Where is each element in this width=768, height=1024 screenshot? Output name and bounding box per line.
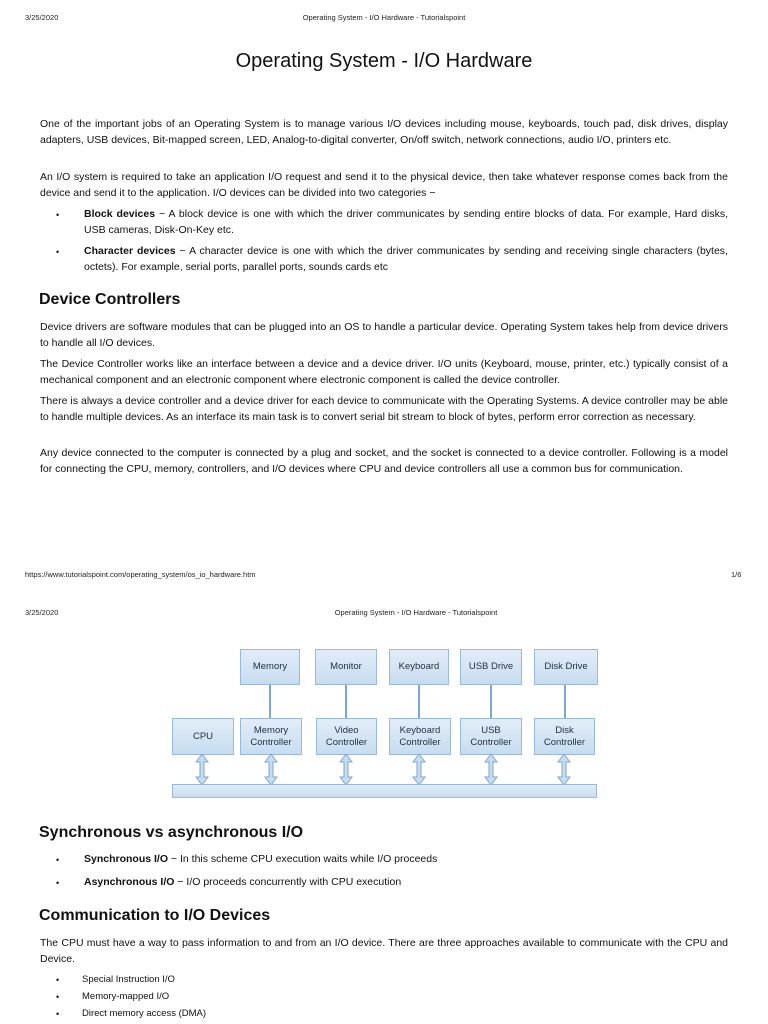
heading-communication-to-io-devices: Communication to I/O Devices [39, 907, 271, 924]
device-controllers-paragraph-3: There is always a device controller and a device driver for each device to communicate with the Operating Systems. A device controller may be able to handle multiple devices. As an interface its main task is to convert serial bit stream to block of bytes, perform error correction as necessary. [40, 395, 728, 423]
term-block-devices: Block devices [84, 208, 156, 220]
controller-box-usb: USB Controller [460, 718, 522, 755]
controller-box-memory: Memory Controller [240, 718, 302, 755]
heading-sync-vs-async: Synchronous vs asynchronous I/O [39, 824, 304, 841]
cpu-box: CPU [172, 718, 234, 755]
list-item-dma: Direct memory access (DMA) [82, 1008, 207, 1019]
bus-arrow-memory [264, 754, 278, 785]
bus-arrow-disk [557, 754, 571, 785]
bullet-icon: • [56, 975, 60, 985]
term-asynchronous-io: Asynchronous I/O [84, 876, 175, 888]
footer-page-number: 1/6 [731, 570, 742, 579]
list-item-asynchronous-io [84, 875, 728, 891]
controller-box-disk: Disk Controller [534, 718, 595, 755]
device-controllers-paragraph-4: Any device connected to the computer is connected by a plug and socket, and the socket is connected to a device controller. Following is a model for connecting the CPU, memory, controllers, and I/O devices where CPU and device controllers all use a common bus for communication. [40, 447, 728, 475]
bullet-icon: • [56, 210, 60, 220]
print-header-title: Operating System - I/O Hardware - Tutorialspoint [334, 608, 498, 617]
device-box-monitor: Monitor [315, 649, 377, 685]
controller-box-video: Video Controller [316, 718, 377, 755]
bus-arrow-video [339, 754, 353, 785]
controller-box-keyboard: Keyboard Controller [389, 718, 451, 755]
page-title: Operating System - I/O Hardware [235, 50, 533, 72]
term-character-devices: Character devices [84, 245, 176, 257]
bullet-icon: • [56, 1009, 60, 1019]
bus-arrow-keyboard [412, 754, 426, 785]
connector-line [418, 684, 420, 720]
bullet-icon: • [56, 247, 60, 257]
text-block-devices: − A block device is one with which the driver communicates by sending entire blocks of data. For example, Hard disks, USB cameras, Disk-On-Key etc. [84, 208, 728, 236]
bullet-icon: • [56, 992, 60, 1002]
bullet-icon: • [56, 855, 60, 865]
connector-line [345, 684, 347, 720]
intro-paragraph-2: An I/O system is required to take an application I/O request and send it to the physical device, then take whatever response comes back from the device and send it to the application. I/O devices can be divided into two categories − [40, 171, 728, 199]
print-header-date: 3/25/2020 [25, 13, 59, 22]
print-header-date: 3/25/2020 [25, 608, 59, 617]
connector-line [490, 684, 492, 720]
communication-paragraph: The CPU must have a way to pass information to and from an I/O device. There are three approaches available to communicate with the CPU and Device. [40, 937, 728, 965]
device-box-disk-drive: Disk Drive [534, 649, 598, 685]
list-item-special-instruction-io: Special Instruction I/O [82, 974, 175, 985]
device-controllers-paragraph-2: The Device Controller works like an interface between a device and a device driver. I/O units (Keyboard, mouse, printer, etc.) typically consist of a mechanical component and an electronic component where electronic component is called the device controller. [40, 358, 728, 386]
device-box-memory: Memory [240, 649, 300, 685]
bus-arrow-cpu [195, 754, 209, 785]
bullet-icon: • [56, 878, 60, 888]
intro-paragraph-1: One of the important jobs of an Operating System is to manage various I/O devices including mouse, keyboards, touch pad, disk drives, display adapters, USB devices, Bit-mapped screen, LED, Analog-to-digital converter, On/off switch, network connections, audio I/O, printers etc. [40, 118, 728, 146]
device-controllers-paragraph-1: Device drivers are software modules that can be plugged into an OS to handle a particular device. Operating System takes help from device drivers to handle all I/O devices. [40, 321, 728, 349]
system-bus-bar [172, 784, 597, 798]
list-item-character-devices [84, 244, 728, 275]
text-synchronous-io: − In this scheme CPU execution waits while I/O proceeds [168, 853, 438, 865]
device-box-usb-drive: USB Drive [460, 649, 522, 685]
bus-arrow-usb [484, 754, 498, 785]
list-item-block-devices [84, 207, 728, 238]
heading-device-controllers: Device Controllers [39, 291, 181, 308]
device-box-keyboard: Keyboard [389, 649, 449, 685]
text-asynchronous-io: − I/O proceeds concurrently with CPU execution [174, 876, 402, 888]
connector-line [564, 684, 566, 720]
text-character-devices: − A character device is one with which the driver communicates by sending and receiving single characters (bytes, octets). For example, serial ports, parallel ports, sounds cards etc [84, 245, 728, 273]
list-item-memory-mapped-io: Memory-mapped I/O [82, 991, 170, 1002]
footer-url-link[interactable]: https://www.tutorialspoint.com/operating_system/os_io_hardware.htm [25, 570, 256, 579]
term-synchronous-io: Synchronous I/O [84, 853, 169, 865]
connector-line [269, 684, 271, 720]
list-item-synchronous-io [84, 852, 728, 868]
print-header-title: Operating System - I/O Hardware - Tutorialspoint [302, 13, 466, 22]
